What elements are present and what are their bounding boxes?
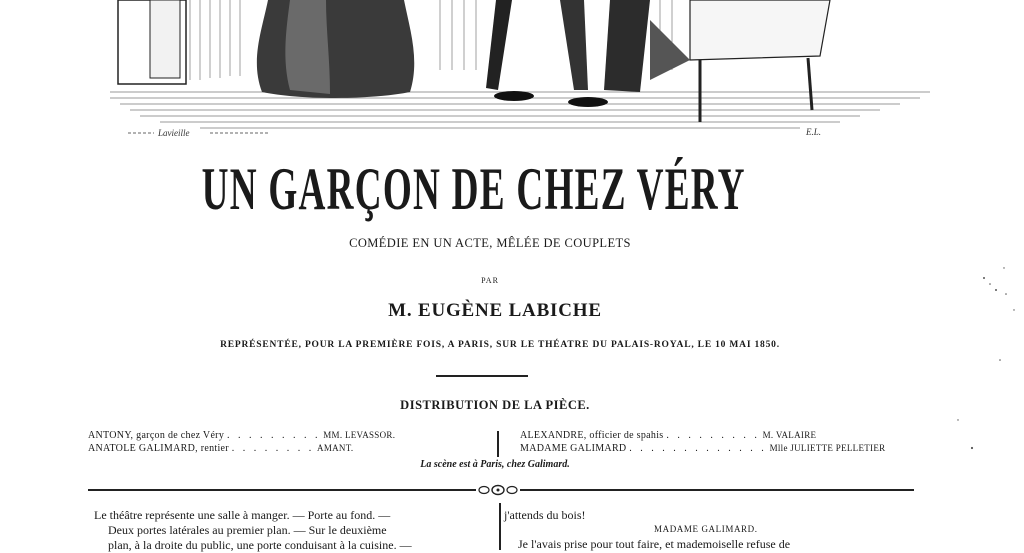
stage-direction-line: Deux portes latérales au premier plan. — Sur le deuxième xyxy=(108,523,387,537)
cast-role: ALEXANDRE, officier de spahis xyxy=(520,430,664,441)
stage-direction-line: plan, à la droite du public, une porte conduisant à la cuisine. — xyxy=(108,538,412,552)
play-subtitle: COMÉDIE EN UN ACTE, MÊLÉE DE COUPLETS xyxy=(349,236,631,250)
cast-entry xyxy=(520,442,885,455)
cast-column-divider xyxy=(497,431,499,457)
text-column-divider xyxy=(499,503,501,550)
cast-role: ANTONY, garçon de chez Véry xyxy=(88,430,225,441)
section-divider xyxy=(436,375,528,377)
distribution-heading: DISTRIBUTION DE LA PIÈCE. xyxy=(400,398,590,412)
cast-entry xyxy=(520,429,816,442)
play-title: UN GARÇON DE CHEZ VÉRY xyxy=(201,156,746,222)
engraver-signature-right: E.L. xyxy=(806,127,822,137)
cast-role: ANATOLE GALIMARD, rentier xyxy=(88,443,229,454)
author-name: M. EUGÈNE LABICHE xyxy=(388,300,602,321)
dialogue-line: j'attends du bois! xyxy=(504,508,586,522)
scene-location-note: La scène est à Paris, chez Galimard. xyxy=(420,459,570,470)
cast-actor: Mlle JULIETTE PELLETIER xyxy=(769,443,886,453)
cast-actor: MM. LEVASSOR. xyxy=(323,430,396,440)
cast-role: MADAME GALIMARD xyxy=(520,443,627,454)
cast-entry xyxy=(88,429,395,442)
engraver-signature-left: Lavieille xyxy=(158,128,190,138)
cast-actor: M. VALAIRE xyxy=(762,430,817,440)
cast-actor: AMANT. xyxy=(317,443,354,453)
cast-leader-dots: . . . . . . . . . xyxy=(666,430,760,441)
performance-note: REPRÉSENTÉE, POUR LA PREMIÈRE FOIS, A PARIS, SUR LE THÉATRE DU PALAIS-ROYAL, LE 10 MAI 1850. xyxy=(220,340,780,350)
speaker-name: MADAME GALIMARD. xyxy=(654,524,758,534)
dialogue-line: Je l'avais prise pour tout faire, et mademoiselle refuse de xyxy=(518,537,791,551)
cast-leader-dots: . . . . . . . . . xyxy=(226,430,321,441)
by-label: PAR xyxy=(481,276,499,285)
scan-specks xyxy=(944,250,1024,510)
ornament-icon xyxy=(476,483,520,497)
cast-entry xyxy=(88,442,353,455)
stage-direction-line: Le théâtre représente une salle à manger. — Porte au fond. — xyxy=(94,508,391,522)
engraving-illustration xyxy=(0,0,1024,140)
cast-leader-dots: . . . . . . . . . . . . . xyxy=(629,443,767,454)
cast-leader-dots: . . . . . . . . xyxy=(231,443,315,454)
